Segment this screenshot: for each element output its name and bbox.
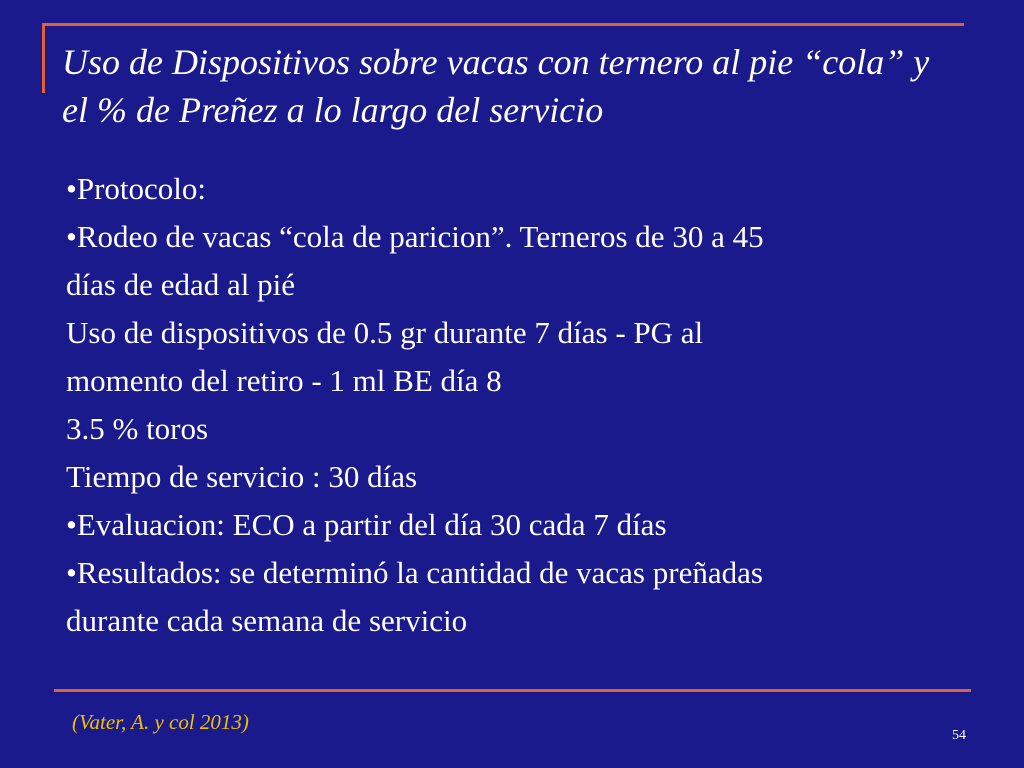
page-number: 54 bbox=[952, 728, 966, 743]
body-line: durante cada semana de servicio bbox=[66, 603, 468, 638]
left-accent-rule bbox=[42, 23, 45, 93]
bottom-accent-rule bbox=[54, 689, 971, 692]
body-line: 3.5 % toros bbox=[66, 411, 209, 446]
body-line: •Protocolo: bbox=[66, 171, 207, 206]
body-line: días de edad al pié bbox=[66, 267, 295, 302]
body-line: Tiempo de servicio : 30 días bbox=[66, 459, 418, 494]
body-line: Uso de dispositivos de 0.5 gr durante 7 días - PG al bbox=[66, 315, 704, 350]
slide-body-text bbox=[66, 165, 966, 645]
slide-title bbox=[62, 38, 962, 134]
top-accent-rule bbox=[42, 23, 964, 26]
body-line: •Rodeo de vacas “cola de paricion”. Terneros de 30 a 45 bbox=[66, 219, 764, 254]
body-line: •Resultados: se determinó la cantidad de vacas preñadas bbox=[66, 555, 763, 590]
title-line: el % de Preñez a lo largo del servicio bbox=[62, 90, 604, 130]
body-line: •Evaluacion: ECO a partir del día 30 cada 7 días bbox=[66, 507, 667, 542]
citation: (Vater, A. y col 2013) bbox=[72, 710, 249, 734]
body-line: momento del retiro - 1 ml BE día 8 bbox=[66, 363, 502, 398]
title-line: Uso de Dispositivos sobre vacas con ternero al pie “cola” y bbox=[62, 42, 930, 82]
